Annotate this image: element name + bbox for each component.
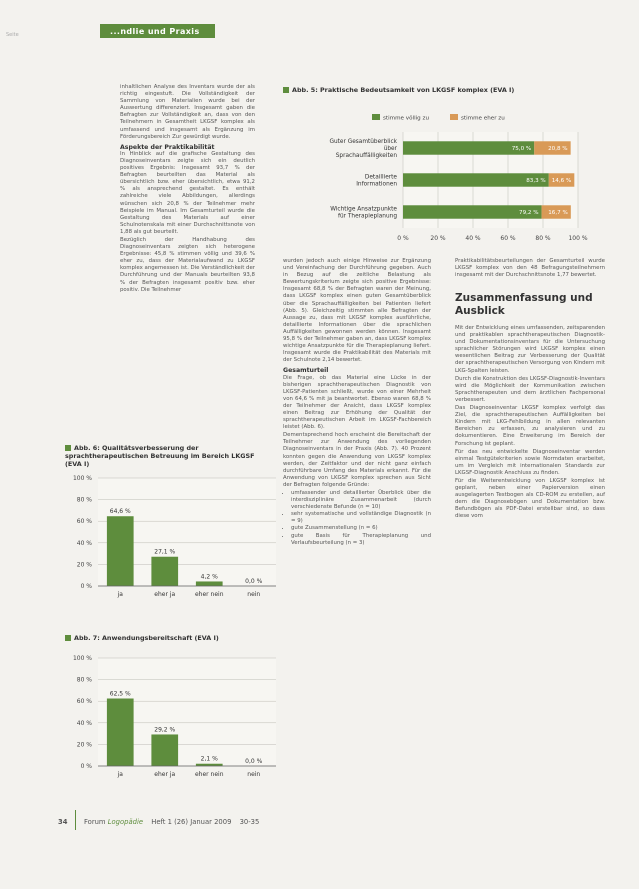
paragraph: Für die Weiterentwicklung von LKGSF komplex ist geplant, neben einer Papierversion einen ausgelagerten Testbogen als CD-ROM zu erstellen, auf dem die Diagnosebögen und Dokumentation bzw. Befundbögen als PDF-Datei erstellbar sind, so dass diese vom [455,477,605,520]
fig6-ytick-label: 80 % [76,496,92,504]
fig5-data-label: 83,3 % [526,178,546,184]
figure-7-title [65,634,265,642]
footer-divider [75,810,76,830]
paragraph: wurden jedoch auch einige Hinweise zur Ergänzung und Vereinfachung der Durchführung gegeben. Auch in Bezug auf die zeitliche Belastung als Bewertungskriterium zeigte sich positive Ergebnisse: Insgesamt 68,8 % der Befragten waren der Meinung, dass LKGSF komplex einen guten Gesamtüberblick über die Sprachauffälligkeiten bei Patienten liefert (Abb. 5). Gleichzeitig stimmten alle Befragten der Aussage zu, dass mit LKGSF komplex ausführliche, detaillierte Informationen über die sprachlichen Auffälligkeiten gewonnen werden können. Insgesamt 95,8 % der Teilnehmer gaben an, dass LKGSF komplex wichtige Ansatzpunkte für die Therapieplanung liefert. Insgesamt wurde die Praktikabilität des Materials mit der Schulnote 2,14 bewertet. [283,258,431,364]
figure-5-caption: Praktische Bedeutsamkeit von LKGSF komplex (EVA I) [319,86,515,94]
fig5-category-label: Wichtige Ansatzpunkte für Therapieplanung [330,206,397,220]
left-column-text [120,84,255,295]
paragraph: Das Diagnoseinventar LKGSF komplex verfolgt das Ziel, die sprachtherapeutischen Auffälligkeiten bei Kindern mit LKG-Fehlbildung in allen relevanten Bereichen zu erfassen, zu analysieren und zu dokumentieren. Eine Erweiterung im Bereich der Forschung ist geplant. [455,405,605,447]
page-number: 34 [58,818,68,826]
fig7-data-label: 62,5 % [109,690,131,698]
paragraph: Durch die Konstruktion des LKGSF-Diagnostik-Inventars wird die Möglichkeit der Kommunikation zwischen Sprachtherapeuten und dem ärztlichen Fachpersonal verbessert. [455,375,605,403]
paragraph: In Hinblick auf die grafische Gestaltung des Diagnoseinventars zeigte sich ein deutlich positives Ergebnis: Insgesamt 93,7 % der Befragten beurteilten das Material als übersichtlich bzw. eher übersichtlich, etwa 91,2 % als ansprechend gestaltet. Es enthält zahlreiche viele Abbildungen, allerdings wünschen sich 20,8 % der Teilnehmer mehr Beispiele im Manual. Im Gesamturteil wurde die Gestaltung des Materials auf einer Schulnotenskala mit einer Durchschnittsnote von 1,88 als gut beurteilt. [120,150,255,235]
fig7-data-label: 2,1 % [200,755,218,763]
fig6-data-label: 0,0 % [245,578,263,585]
paragraph: Praktikabilitätsbeurteilungen der Gesamturteil wurde LKGSF komplex von den 48 Befragungsteilnehmern insgesamt mit der Durchschnittsnote 1,77 bewertet. [455,258,605,279]
fig5-xtick-label: 40 % [465,235,481,242]
fig7-data-label: 0,0 % [245,758,263,765]
fig6-bar [151,557,178,586]
fig6-ytick-label: 60 % [76,518,92,526]
figure-6-title [65,444,265,468]
legend-item-2 [450,114,505,122]
figure-6-chart [62,470,287,610]
figure-marker-icon [65,635,71,641]
journal-pages: 30-35 [239,818,260,826]
fig5-xtick-label: 80 % [535,235,551,242]
journal-issue: Heft 1 (26) Januar 2009 [151,818,232,826]
fig7-ytick-label: 20 % [76,741,92,749]
middle-column-text [283,258,431,547]
fig7-bar [151,734,178,766]
paragraph: Die Frage, ob das Material eine Lücke in der bisherigen sprachtherapeutischen Diagnostik von LKGSF-Patienten schließt, wurde von einer Mehrheit von 64,6 % mit ja beantwortet. Ebenso waren 68,8 % der Teilnehmer der Ansicht, dass LKGSF komplex einen Beitrag zur Erhöhung der Qualität der sprachtherapeutischen Arbeit im LKGSF-Fachbereich leistet (Abb. 6). [283,374,431,431]
fig6-bar [196,581,223,586]
subheading-gesamturteil: Gesamturteil [283,367,329,375]
right-column-text [455,325,605,522]
fig6-data-label: 27,1 % [154,548,176,556]
fig7-ytick-label: 100 % [72,655,92,662]
journal-name: Forum [84,818,106,826]
fig6-category-label: nein [247,591,261,598]
fig6-ytick-label: 40 % [76,539,92,547]
reasons-list [283,490,431,547]
fig7-category-label: nein [247,771,261,778]
fig6-category-label: eher nein [194,591,224,598]
list-item: • sehr systematische und vollständige Diagnostik (n = 9) [291,511,431,525]
fig5-category-label: Detaillierte Informationen [356,174,397,188]
fig5-data-label: 75,0 % [511,146,532,152]
right-column-text-top [455,258,605,280]
fig6-ytick-label: 20 % [76,561,92,569]
fig5-xtick-label: 60 % [500,235,516,242]
paragraph: Dementsprechend hoch erscheint die Bereitschaft der Teilnehmer zur Anwendung des vorliegenden Diagnoseinventars in der Praxis (Abb. 7). 40 Prozent konnten gegen die Anwendung von LKGSF komplex werden, der Zeitfaktor und der nicht ganz einfach durchführbare Umfang des Materials erkannt. Für die Anwendung von LKGSF komplex sprechen aus Sicht der Befragten folgende Gründe: [283,432,431,488]
figure-marker-icon [65,445,71,451]
footer-citation [84,818,259,826]
margin-stamp: Seite [6,32,19,38]
fig5-data-label: 20,8 % [548,146,568,152]
fig6-ytick-label: 0 % [80,583,92,590]
legend-swatch-orange [450,114,458,120]
list-item: • umfassender und detaillierter Überblick über die interdisziplinäre Zusammenarbeit (durch verschiedenste Befunde (n = 10) [291,490,431,511]
list-item: • gute Zusammenstellung (n = 6) [291,525,431,532]
fig7-category-label: eher nein [194,771,224,778]
paragraph: inhaltlichen Analyse des Inventars wurde der als richtig eingestuft. Die Vollständigkeit der Sammlung von Materialien wurde bei der Auswertung differenziert. Insgesamt gaben die Befragten zur Vollständigkeit an, dass von den Teilnehmern in Gesamtheit LKGSF komplex als umfassend und insgesamt als Ergänzung im Förderungsbereich Zur gewürdigt wurde. [120,84,255,140]
subheading-praktikabilitaet: Aspekte der Praktikabilität [120,143,215,151]
section-header: ...ndlie und Praxis [110,27,200,36]
figure-5-title [283,86,583,94]
legend-item-1 [372,114,429,122]
fig7-category-label: eher ja [154,771,176,778]
list-item: • gute Basis für Therapieplanung und Verlaufsbeurteilung (n = 3) [291,533,431,547]
legend-label: stimme völlig zu [383,115,429,122]
figure-7-label: Abb. 7: [74,634,100,642]
fig5-category-label: Guter Gesamtüberblick über Sprachauffälligkeiten [329,139,397,159]
fig7-ytick-label: 40 % [76,719,92,727]
journal-accent: Logopädie [107,818,144,826]
figure-marker-icon [283,87,289,93]
paragraph: Bezüglich der Handhabung des Diagnoseinventars zeigten sich heterogene Ergebnisse: 45,8 % stimmen völlig und 39,6 % eher zu, dass der Materialaufwand zu LKGSF komplex angemessen ist. Die Verständlichkeit der Durchführung und der Manuals beurteilten 93,8 % der Befragten insgesamt positiv bzw. eher positiv. Die Teilnehmer [120,236,255,293]
fig7-ytick-label: 0 % [80,763,92,770]
fig6-data-label: 4,2 % [200,573,218,581]
figure-5-label: Abb. 5: [292,86,318,94]
fig6-data-label: 64,6 % [109,508,131,516]
fig7-category-label: ja [117,771,123,778]
figure-6-caption: Qualitätsverbesserung der sprachtherapeutischen Betreuung im Bereich LKGSF (EVA I) [65,444,255,468]
fig5-data-label: 79,2 % [519,210,539,216]
fig7-ytick-label: 80 % [76,676,92,684]
fig5-xtick-label: 100 % [568,235,588,242]
fig6-ytick-label: 100 % [72,475,92,482]
fig7-bar [107,699,134,767]
fig6-category-label: eher ja [154,591,176,598]
fig5-data-label: 14,6 % [551,178,572,184]
figure-5-chart [283,128,603,250]
fig5-xtick-label: 0 % [397,235,409,242]
fig7-data-label: 29,2 % [154,726,176,734]
figure-7-caption: Anwendungsbereitschaft (EVA I) [101,634,219,642]
figure-7-chart [62,650,287,790]
figure-6-label: Abb. 6: [74,444,100,452]
paragraph: Mit der Entwicklung eines umfassenden, zeitsparenden und praktikablen sprachtherapeutischen Diagnostik- und Dokumentationsinventars für die Untersuchung sprachlicher Störungen wird LKGSF komplex einen wesentlichen Beitrag zur Verbesserung der Qualität der sprachtherapeutischen Versorgung von Kindern mit LKG-Spalten leisten. [455,325,605,374]
paragraph: Für das neu entwickelte Diagnoseinventar werden einmal Testgütekriterien sowie Normdaten erarbeitet, um im Vergleich mit internationalen Standards zur LKGSF-Diagnostik Anschluss zu finden. [455,448,605,476]
fig5-xtick-label: 20 % [430,235,446,242]
fig5-data-label: 16,7 % [548,210,568,216]
fig6-bar [107,516,134,586]
legend-label: stimme eher zu [461,115,505,122]
legend-swatch-green [372,114,380,120]
fig6-category-label: ja [117,591,123,598]
heading-zusammenfassung: Zusammenfassung und Ausblick [455,292,593,317]
fig7-ytick-label: 60 % [76,698,92,706]
